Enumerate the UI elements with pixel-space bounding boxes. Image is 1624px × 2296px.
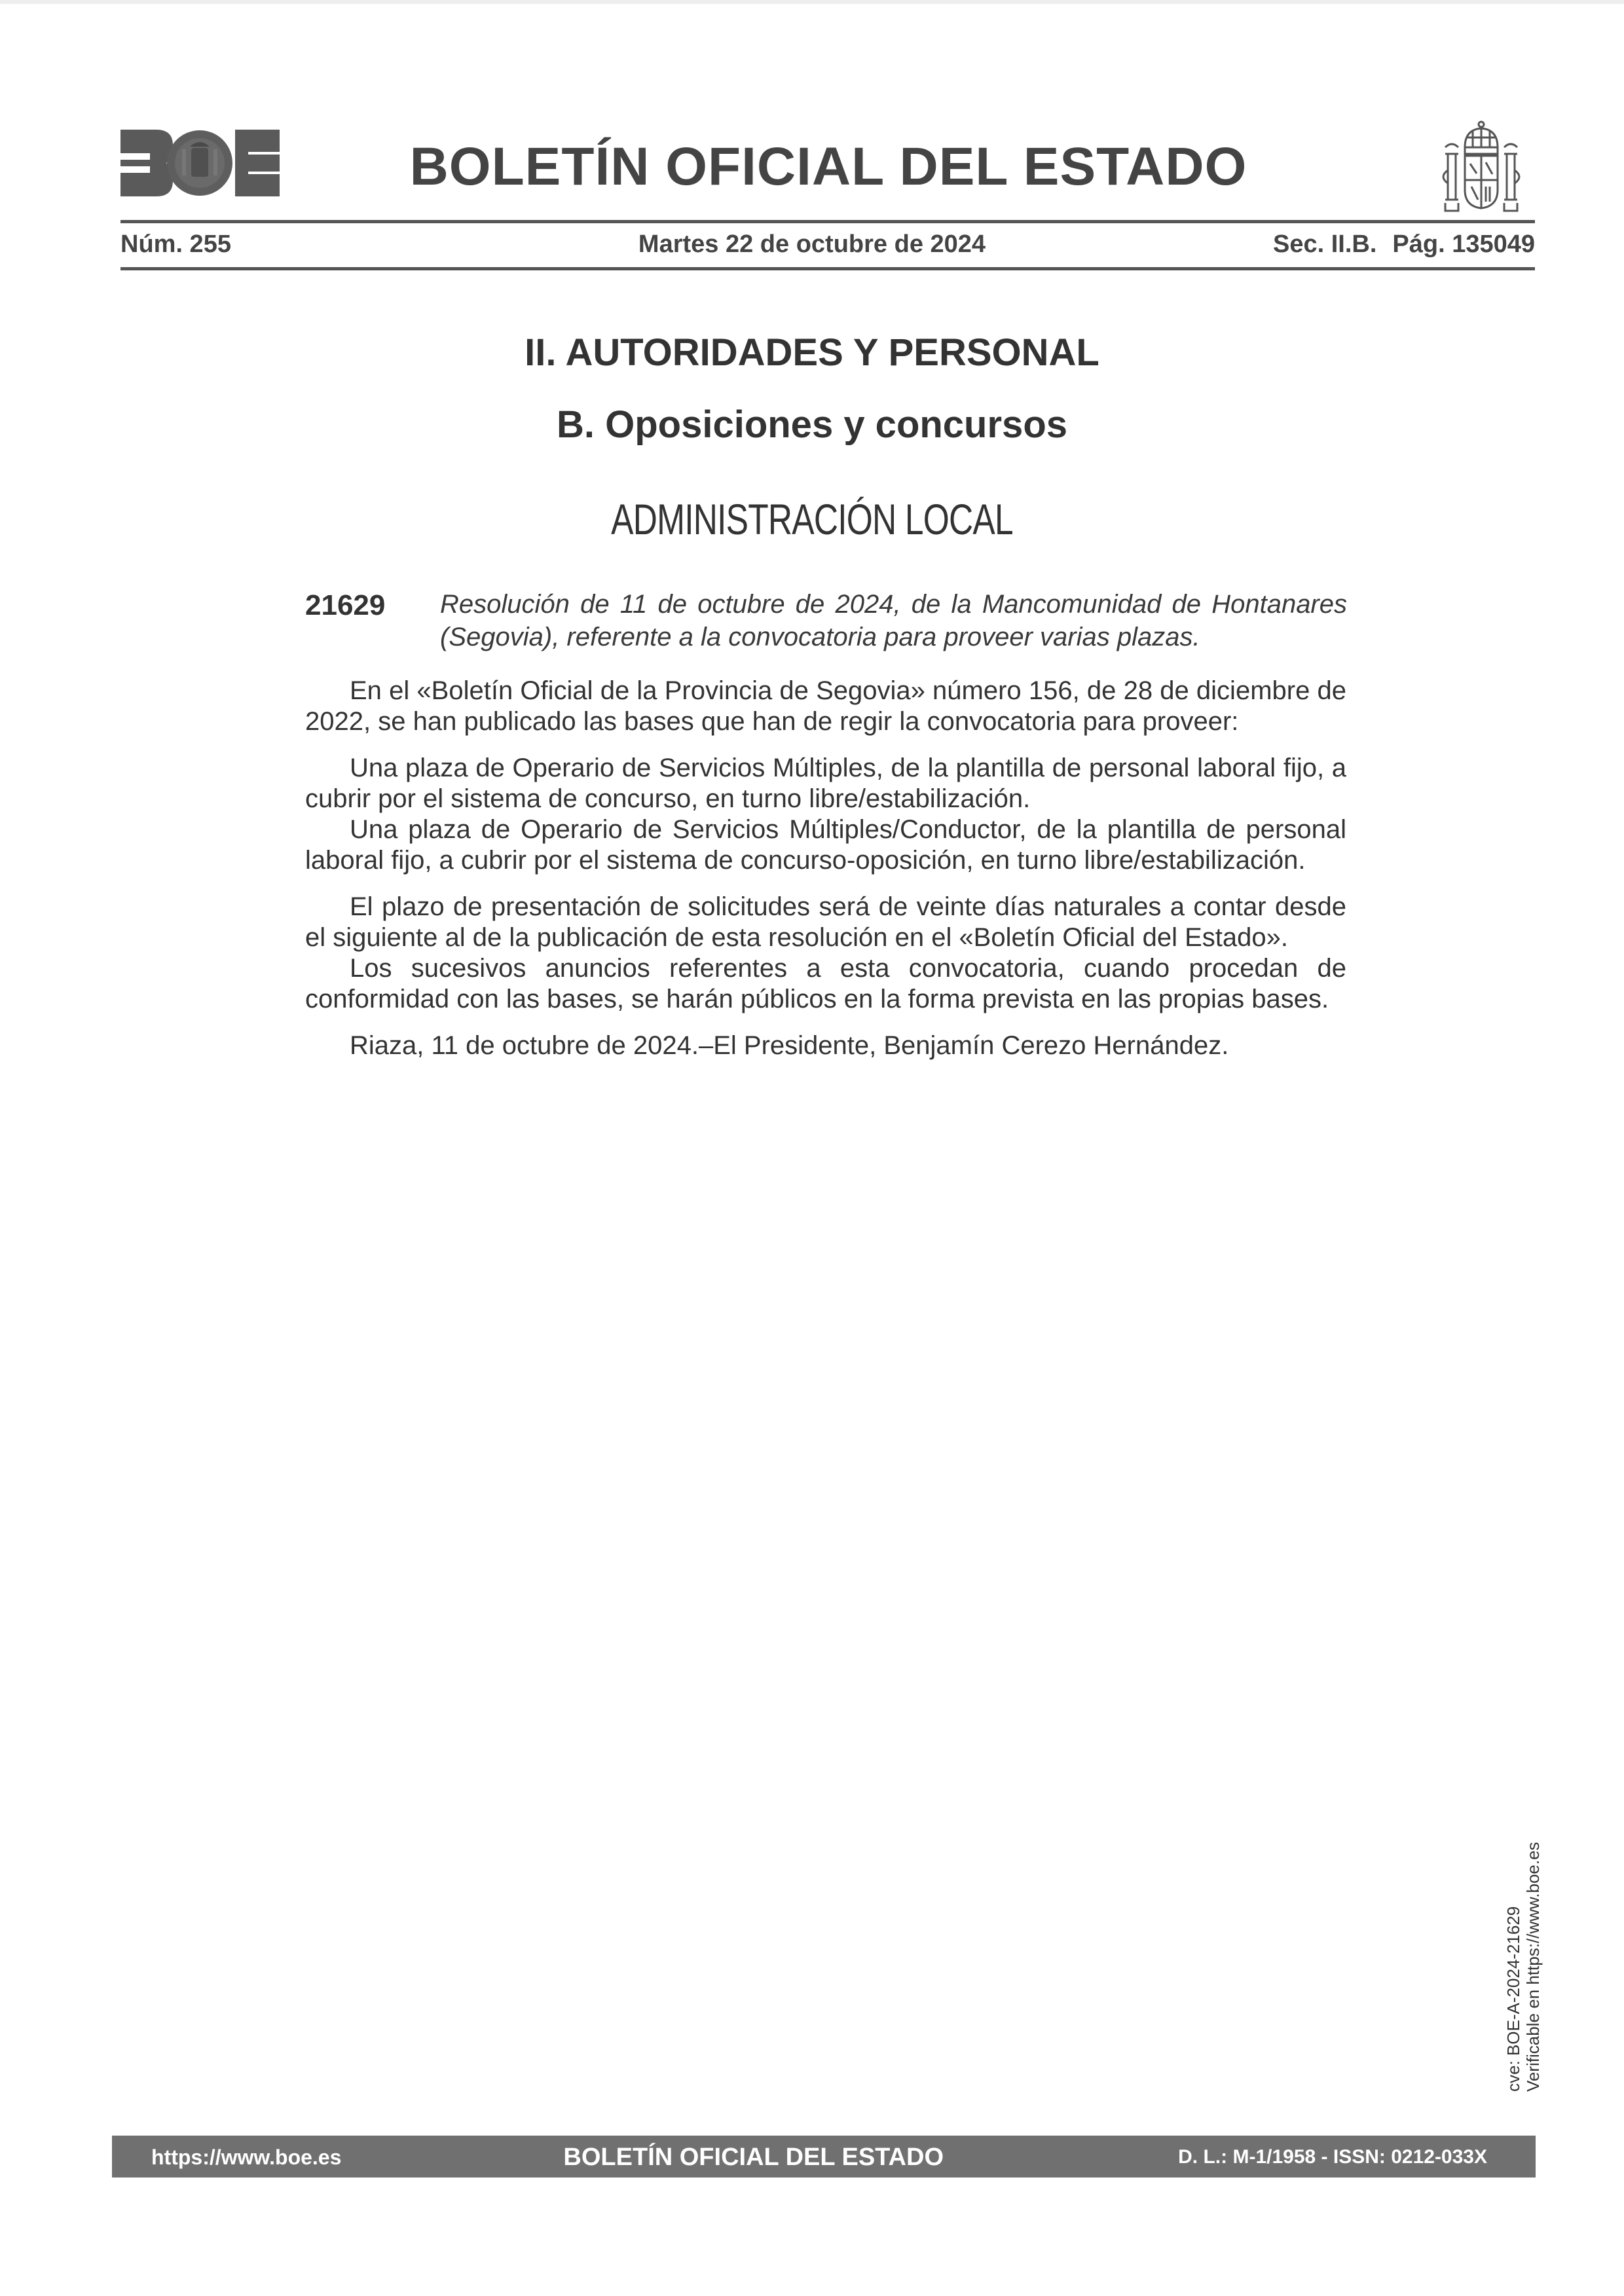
page-number: Pág. 135049 xyxy=(1392,230,1535,258)
section-title: II. AUTORIDADES Y PERSONAL xyxy=(525,331,1099,374)
footer-bar xyxy=(112,2136,1536,2178)
body-paragraph: Una plaza de Operario de Servicios Múltiples/Conductor, de la plantilla de personal laboral fijo, a cubrir por el sistema de concurso-oposición, en turno libre/estabilización. xyxy=(305,815,1346,875)
masthead-title: BOLETÍN OFICIAL DEL ESTADO xyxy=(409,137,1247,196)
body-paragraph: El plazo de presentación de solicitudes será de veinte días naturales a contar desde el siguiente al de la publicación de esta resolución en el «Boletín Oficial del Estado». xyxy=(305,892,1346,952)
coat-of-arms-icon xyxy=(1439,118,1524,213)
body-paragraph: Una plaza de Operario de Servicios Múltiples, de la plantilla de personal laboral fijo, a cubrir por el sistema de concurso, en turno libre/estabilización. xyxy=(305,754,1346,813)
section-subtitle: B. Oposiciones y concursos xyxy=(557,403,1067,446)
signature-line: Riaza, 11 de octubre de 2024.–El Presidente, Benjamín Cerezo Hernández. xyxy=(350,1031,1229,1060)
verify-link[interactable]: Verificable en https://www.boe.es xyxy=(1523,1842,1543,2092)
issue-date: Martes 22 de octubre de 2024 xyxy=(638,230,986,258)
document-number: 21629 xyxy=(305,589,386,621)
header-rule-top xyxy=(120,220,1535,223)
header-rule-bottom xyxy=(120,267,1535,270)
issue-number: Núm. 255 xyxy=(120,230,231,258)
section-category: ADMINISTRACIÓN LOCAL xyxy=(611,495,1013,543)
footer-legal-info: D. L.: M-1/1958 - ISSN: 0212-033X xyxy=(1178,2146,1487,2168)
footer-title: BOLETÍN OFICIAL DEL ESTADO xyxy=(563,2143,944,2171)
footer-url-link[interactable]: https://www.boe.es xyxy=(151,2145,342,2169)
document-body xyxy=(305,676,1346,1061)
boe-logo-icon xyxy=(120,130,280,196)
body-paragraph: En el «Boletín Oficial de la Provincia de Segovia» número 156, de 28 de diciembre de 2022, se han publicado las bases que han de regir la convocatoria para proveer: xyxy=(305,676,1346,736)
document-summary: Resolución de 11 de octubre de 2024, de la Mancomunidad de Hontanares (Segovia), referente a la convocatoria para proveer varias plazas. xyxy=(440,590,1347,651)
cve-note xyxy=(1504,1842,1543,2092)
section-code: Sec. II.B. xyxy=(1272,230,1377,258)
section-page-info xyxy=(1273,230,1535,259)
page-top-edge xyxy=(0,0,1624,4)
body-paragraph: Los sucesivos anuncios referentes a esta convocatoria, cuando procedan de conformidad con las bases, se harán públicos en la forma prevista en las propias bases. xyxy=(305,954,1346,1013)
cve-code: cve: BOE-A-2024-21629 xyxy=(1504,1906,1523,2092)
